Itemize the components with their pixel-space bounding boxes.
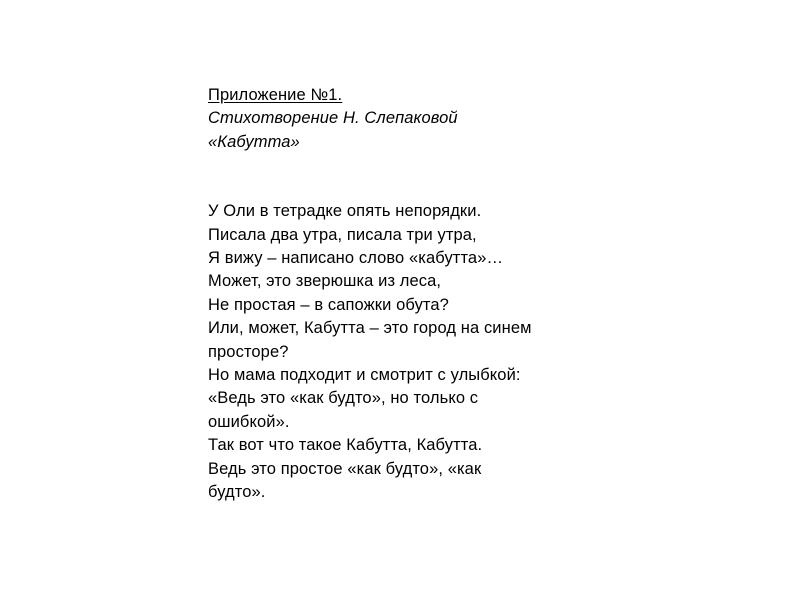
poem-body (208, 200, 628, 504)
poem-line: будто». (208, 483, 266, 502)
poem-author-title: Стихотворение Н. Слепаковой (208, 109, 458, 128)
poem-line: ошибкой». (208, 412, 290, 431)
poem-line: Может, это зверюшка из леса, (208, 272, 442, 291)
poem-line: просторе? (208, 342, 289, 361)
section-spacer (208, 154, 628, 200)
poem-line: Я вижу – написано слово «кабутта»… (208, 249, 504, 268)
poem-line: Или, может, Кабутта – это город на синем (208, 319, 532, 338)
poem-line: «Ведь это «как будто», но только с (208, 389, 479, 408)
poem-line: Не простая – в сапожки обута? (208, 295, 449, 314)
poem-line: Так вот что такое Кабутта, Кабутта. (208, 436, 483, 455)
document-content (208, 84, 628, 505)
poem-line: Ведь это простое «как будто», «как (208, 459, 482, 478)
poem-name: «Кабутта» (208, 132, 300, 151)
poem-line: Но мама подходит и смотрит с улыбкой: (208, 366, 521, 385)
poem-line: Писала два утра, писала три утра, (208, 225, 477, 244)
poem-line: У Оли в тетрадке опять непорядки. (208, 202, 482, 221)
appendix-heading: Приложение №1. (208, 86, 343, 104)
